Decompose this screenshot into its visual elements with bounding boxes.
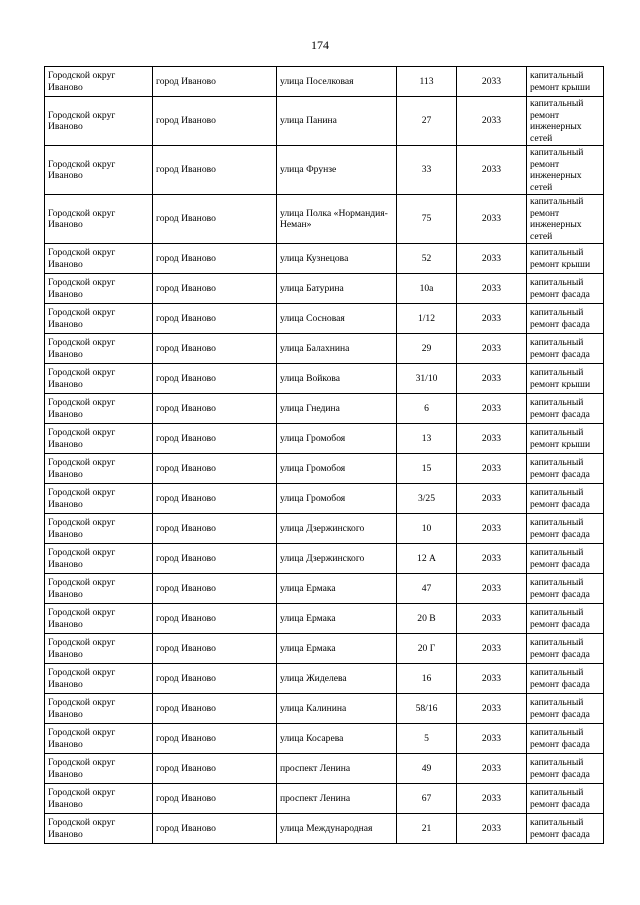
- table-row: [45, 364, 604, 394]
- year-cell: 2033: [457, 694, 527, 724]
- house-number-cell: 29: [397, 334, 457, 364]
- house-number-cell: 6: [397, 394, 457, 424]
- okrug-cell: Городской округ Иваново: [45, 634, 153, 664]
- work-type-cell: капитальный ремонт инженерных сетей: [527, 97, 604, 146]
- street-cell: улица Балахнина: [277, 334, 397, 364]
- table-row: [45, 784, 604, 814]
- house-number-cell: 49: [397, 754, 457, 784]
- house-number-cell: 10а: [397, 274, 457, 304]
- okrug-cell: Городской округ Иваново: [45, 484, 153, 514]
- house-number-cell: 33: [397, 146, 457, 195]
- okrug-cell: Городской округ Иваново: [45, 604, 153, 634]
- street-cell: проспект Ленина: [277, 754, 397, 784]
- work-type-cell: капитальный ремонт фасада: [527, 724, 604, 754]
- city-cell: город Иваново: [153, 195, 277, 244]
- year-cell: 2033: [457, 304, 527, 334]
- street-cell: улица Жиделева: [277, 664, 397, 694]
- okrug-cell: Городской округ Иваново: [45, 424, 153, 454]
- house-number-cell: 27: [397, 97, 457, 146]
- year-cell: 2033: [457, 146, 527, 195]
- work-type-cell: капитальный ремонт фасада: [527, 274, 604, 304]
- street-cell: улица Войкова: [277, 364, 397, 394]
- year-cell: 2033: [457, 274, 527, 304]
- year-cell: 2033: [457, 544, 527, 574]
- repair-schedule-table: [44, 66, 604, 844]
- house-number-cell: 1/12: [397, 304, 457, 334]
- city-cell: город Иваново: [153, 304, 277, 334]
- year-cell: 2033: [457, 634, 527, 664]
- table-row: [45, 604, 604, 634]
- work-type-cell: капитальный ремонт крыши: [527, 424, 604, 454]
- house-number-cell: 47: [397, 574, 457, 604]
- work-type-cell: капитальный ремонт фасада: [527, 514, 604, 544]
- okrug-cell: Городской округ Иваново: [45, 724, 153, 754]
- house-number-cell: 20 В: [397, 604, 457, 634]
- year-cell: 2033: [457, 814, 527, 844]
- okrug-cell: Городской округ Иваново: [45, 304, 153, 334]
- city-cell: город Иваново: [153, 244, 277, 274]
- street-cell: улица Громобоя: [277, 484, 397, 514]
- street-cell: улица Ермака: [277, 604, 397, 634]
- house-number-cell: 3/25: [397, 484, 457, 514]
- year-cell: 2033: [457, 195, 527, 244]
- okrug-cell: Городской округ Иваново: [45, 694, 153, 724]
- house-number-cell: 52: [397, 244, 457, 274]
- house-number-cell: 15: [397, 454, 457, 484]
- okrug-cell: Городской округ Иваново: [45, 664, 153, 694]
- okrug-cell: Городской округ Иваново: [45, 244, 153, 274]
- okrug-cell: Городской округ Иваново: [45, 814, 153, 844]
- street-cell: улица Ермака: [277, 574, 397, 604]
- house-number-cell: 31/10: [397, 364, 457, 394]
- work-type-cell: капитальный ремонт фасада: [527, 694, 604, 724]
- year-cell: 2033: [457, 424, 527, 454]
- work-type-cell: капитальный ремонт фасада: [527, 814, 604, 844]
- work-type-cell: капитальный ремонт крыши: [527, 244, 604, 274]
- street-cell: улица Дзержинского: [277, 544, 397, 574]
- work-type-cell: капитальный ремонт инженерных сетей: [527, 146, 604, 195]
- year-cell: 2033: [457, 724, 527, 754]
- work-type-cell: капитальный ремонт фасада: [527, 454, 604, 484]
- okrug-cell: Городской округ Иваново: [45, 97, 153, 146]
- city-cell: город Иваново: [153, 484, 277, 514]
- city-cell: город Иваново: [153, 814, 277, 844]
- table-row: [45, 146, 604, 195]
- table-row: [45, 634, 604, 664]
- table-row: [45, 514, 604, 544]
- work-type-cell: капитальный ремонт фасада: [527, 394, 604, 424]
- table-row: [45, 664, 604, 694]
- work-type-cell: капитальный ремонт крыши: [527, 364, 604, 394]
- work-type-cell: капитальный ремонт фасада: [527, 784, 604, 814]
- year-cell: 2033: [457, 67, 527, 97]
- house-number-cell: 13: [397, 424, 457, 454]
- street-cell: улица Сосновая: [277, 304, 397, 334]
- city-cell: город Иваново: [153, 574, 277, 604]
- okrug-cell: Городской округ Иваново: [45, 67, 153, 97]
- work-type-cell: капитальный ремонт фасада: [527, 574, 604, 604]
- table-row: [45, 724, 604, 754]
- city-cell: город Иваново: [153, 364, 277, 394]
- okrug-cell: Городской округ Иваново: [45, 394, 153, 424]
- house-number-cell: 58/16: [397, 694, 457, 724]
- city-cell: город Иваново: [153, 334, 277, 364]
- city-cell: город Иваново: [153, 724, 277, 754]
- street-cell: улица Фрунзе: [277, 146, 397, 195]
- street-cell: проспект Ленина: [277, 784, 397, 814]
- city-cell: город Иваново: [153, 544, 277, 574]
- city-cell: город Иваново: [153, 784, 277, 814]
- table-row: [45, 574, 604, 604]
- street-cell: улица Громобоя: [277, 424, 397, 454]
- year-cell: 2033: [457, 514, 527, 544]
- street-cell: улица Дзержинского: [277, 514, 397, 544]
- table-row: [45, 304, 604, 334]
- table-row: [45, 754, 604, 784]
- city-cell: город Иваново: [153, 394, 277, 424]
- okrug-cell: Городской округ Иваново: [45, 784, 153, 814]
- work-type-cell: капитальный ремонт фасада: [527, 304, 604, 334]
- table-row: [45, 424, 604, 454]
- work-type-cell: капитальный ремонт инженерных сетей: [527, 195, 604, 244]
- year-cell: 2033: [457, 334, 527, 364]
- okrug-cell: Городской округ Иваново: [45, 274, 153, 304]
- okrug-cell: Городской округ Иваново: [45, 334, 153, 364]
- work-type-cell: капитальный ремонт фасада: [527, 484, 604, 514]
- house-number-cell: 113: [397, 67, 457, 97]
- city-cell: город Иваново: [153, 97, 277, 146]
- street-cell: улица Полка «Нормандия-Неман»: [277, 195, 397, 244]
- street-cell: улица Поселковая: [277, 67, 397, 97]
- city-cell: город Иваново: [153, 67, 277, 97]
- street-cell: улица Ермака: [277, 634, 397, 664]
- work-type-cell: капитальный ремонт фасада: [527, 544, 604, 574]
- year-cell: 2033: [457, 604, 527, 634]
- table-row: [45, 274, 604, 304]
- street-cell: улица Панина: [277, 97, 397, 146]
- city-cell: город Иваново: [153, 424, 277, 454]
- table-row: [45, 484, 604, 514]
- table-row: [45, 97, 604, 146]
- work-type-cell: капитальный ремонт крыши: [527, 67, 604, 97]
- street-cell: улица Гнедина: [277, 394, 397, 424]
- year-cell: 2033: [457, 664, 527, 694]
- work-type-cell: капитальный ремонт фасада: [527, 604, 604, 634]
- table-row: [45, 544, 604, 574]
- house-number-cell: 75: [397, 195, 457, 244]
- city-cell: город Иваново: [153, 694, 277, 724]
- city-cell: город Иваново: [153, 754, 277, 784]
- okrug-cell: Городской округ Иваново: [45, 146, 153, 195]
- year-cell: 2033: [457, 454, 527, 484]
- house-number-cell: 21: [397, 814, 457, 844]
- table-row: [45, 394, 604, 424]
- city-cell: город Иваново: [153, 604, 277, 634]
- okrug-cell: Городской округ Иваново: [45, 754, 153, 784]
- work-type-cell: капитальный ремонт фасада: [527, 664, 604, 694]
- okrug-cell: Городской округ Иваново: [45, 574, 153, 604]
- table-row: [45, 67, 604, 97]
- street-cell: улица Калинина: [277, 694, 397, 724]
- year-cell: 2033: [457, 394, 527, 424]
- year-cell: 2033: [457, 364, 527, 394]
- house-number-cell: 67: [397, 784, 457, 814]
- house-number-cell: 5: [397, 724, 457, 754]
- page-number: 174: [311, 38, 329, 52]
- okrug-cell: Городской округ Иваново: [45, 364, 153, 394]
- city-cell: город Иваново: [153, 664, 277, 694]
- street-cell: улица Громобоя: [277, 454, 397, 484]
- city-cell: город Иваново: [153, 146, 277, 195]
- table-row: [45, 814, 604, 844]
- okrug-cell: Городской округ Иваново: [45, 544, 153, 574]
- year-cell: 2033: [457, 574, 527, 604]
- city-cell: город Иваново: [153, 514, 277, 544]
- okrug-cell: Городской округ Иваново: [45, 195, 153, 244]
- street-cell: улица Батурина: [277, 274, 397, 304]
- year-cell: 2033: [457, 784, 527, 814]
- work-type-cell: капитальный ремонт фасада: [527, 754, 604, 784]
- street-cell: улица Международная: [277, 814, 397, 844]
- house-number-cell: 20 Г: [397, 634, 457, 664]
- table-row: [45, 334, 604, 364]
- street-cell: улица Косарева: [277, 724, 397, 754]
- okrug-cell: Городской округ Иваново: [45, 514, 153, 544]
- table-body: [45, 67, 604, 844]
- table-row: [45, 195, 604, 244]
- house-number-cell: 10: [397, 514, 457, 544]
- year-cell: 2033: [457, 754, 527, 784]
- house-number-cell: 12 А: [397, 544, 457, 574]
- year-cell: 2033: [457, 244, 527, 274]
- table-row: [45, 244, 604, 274]
- table-row: [45, 454, 604, 484]
- year-cell: 2033: [457, 97, 527, 146]
- city-cell: город Иваново: [153, 454, 277, 484]
- city-cell: город Иваново: [153, 634, 277, 664]
- city-cell: город Иваново: [153, 274, 277, 304]
- work-type-cell: капитальный ремонт фасада: [527, 334, 604, 364]
- work-type-cell: капитальный ремонт фасада: [527, 634, 604, 664]
- year-cell: 2033: [457, 484, 527, 514]
- table-row: [45, 694, 604, 724]
- street-cell: улица Кузнецова: [277, 244, 397, 274]
- house-number-cell: 16: [397, 664, 457, 694]
- okrug-cell: Городской округ Иваново: [45, 454, 153, 484]
